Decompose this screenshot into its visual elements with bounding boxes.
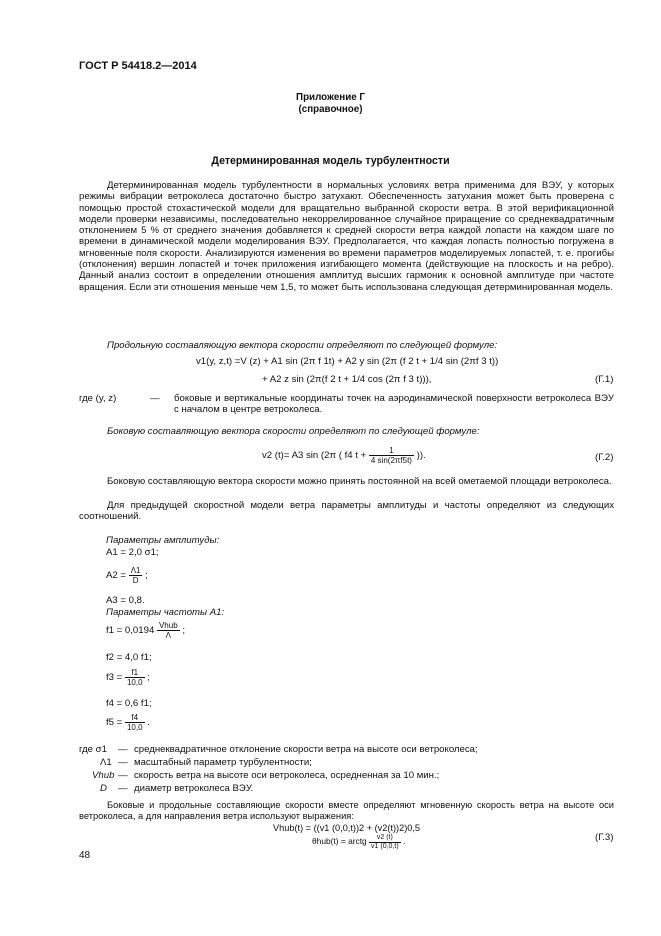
equation-g3-line1: Vhub(t) = ((v1 (0,0,t))2 + (v2(t))2)0,5 <box>273 823 421 833</box>
param-f1-tail: ; <box>182 625 185 637</box>
equation-g1-line1: v1(y, z,t) =V (z) + A1 sin (2π f 1t) + A2 y sin (2π (f 2 t + 1/4 sin (2πf 3 t)) <box>196 356 499 367</box>
amplitude-heading: Параметры амплитуды: <box>106 535 220 546</box>
param-f2: f2 = 4,0 f1; <box>106 652 152 663</box>
param-f5-lhs: f5 = <box>106 717 123 729</box>
equation-g1-line2: + A2 z sin (2π(f 2 t + 1/4 cos (2π f 3 t))), <box>262 374 432 385</box>
param-f1 <box>106 621 185 640</box>
equation-g3-lhs: θhub(t) = arctg <box>312 836 367 847</box>
paragraph-intro: Детерминированная модель турбулентности в нормальных условиях ветра применима для ВЭУ, у которых режимы вибрации ветроколеса достаточно быстро затухают. Обеспеченность затухания может быть проверена с помощью простой стохастической модели для вращательно выбранной скорости ветра. В этой верификационной модели проверки независимы, последовательно некоррелированное случайное приращение со среднеквадратичным отклонением 5 % от среднего значения добавляется к средней скорости ветра каждой лопасти на каждом шаге по времени в динамической модели моделирования ВЭУ. Предполагается, что каждая лопасть полностью погружена в мгновенные поля скорости. Анализируются изменения во времени параметров моделируемых лопастей, т. е. прогибы (отклонения) вершин лопастей и точек приложения изгибающего момента (действующие на плоскость и на ребро). Данный анализ состоит в определении отношения амплитуд высших гармоник к основной амплитуде при частоте вращения. Если эти отношения меньше чем 1,5, то может быть использована следующая детерминированная модель. <box>79 180 614 293</box>
param-f3-tail: ; <box>147 672 150 684</box>
where2-term-3: D <box>100 783 107 794</box>
param-f3-den: 10,0 <box>126 678 143 687</box>
equation-g2-lhs: v2 (t)= A3 sin (2π ( f4 t + <box>262 450 367 462</box>
equation-g2-tail: )). <box>416 450 426 462</box>
param-a3: A3 = 0,8. <box>106 595 145 606</box>
param-a2-den: D <box>132 576 139 585</box>
where2-dash-3: — <box>118 783 128 794</box>
equation-g2 <box>262 446 426 465</box>
equation-g3-num: v2 (t) <box>369 834 401 843</box>
param-f1-fraction <box>157 621 180 640</box>
where2-dash-2: — <box>118 770 128 781</box>
where-term: где (y, z) <box>79 393 117 404</box>
where2-term-2: Vhub <box>92 770 115 781</box>
equation-g3-label: (Г.3) <box>595 832 614 843</box>
equation-g2-numerator: 1 <box>369 446 414 456</box>
equation-g3-fraction <box>369 834 401 850</box>
param-a2-tail: ; <box>145 570 148 582</box>
paragraph-relations: Для предыдущей скоростной модели ветра параметры амплитуды и частоты определяют из следующих соотношений. <box>79 500 614 523</box>
equation-g3-line2 <box>312 834 405 850</box>
where2-text-2: скорость ветра на высоте оси ветроколеса, осредненная за 10 мин.; <box>134 770 440 781</box>
equation-g3-den: v1 (0,0,t) <box>371 842 399 850</box>
paragraph-longitudinal: Продольную составляющую вектора скорости определяют по следующей формуле: <box>107 340 498 351</box>
paragraph-lateral: Боковую составляющую вектора скорости определяют по следующей формуле: <box>107 426 480 437</box>
param-f5-num: f4 <box>125 713 145 723</box>
paragraph-lateral-constant: Боковую составляющую вектора скорости можно принять постоянной на всей ометаемой площади ветроколеса. <box>107 476 612 487</box>
param-f3-num: f1 <box>125 668 145 678</box>
param-f1-den: Λ <box>165 631 171 640</box>
document-header: ГОСТ Р 54418.2—2014 <box>79 60 197 72</box>
where2-dash-1: — <box>118 757 128 768</box>
where2-dash-0: — <box>118 744 128 755</box>
param-f5 <box>106 713 150 732</box>
appendix-title: Приложение Г <box>296 92 365 103</box>
param-f1-num: Vhub <box>158 621 178 630</box>
frequency-heading: Параметры частоты A1: <box>106 607 225 618</box>
equation-g3-tail: . <box>402 836 406 847</box>
param-a1: A1 = 2,0 σ1; <box>106 547 159 558</box>
section-title: Детерминированная модель турбулентности <box>211 155 450 167</box>
equation-g1-label: (Г.1) <box>595 374 614 385</box>
param-f3-fraction <box>125 668 145 687</box>
where2-term-1: Λ1 <box>100 757 112 768</box>
param-a2-lhs: A2 = <box>106 570 127 582</box>
param-a2 <box>106 566 148 585</box>
param-f1-lhs: f1 = 0,0194 <box>106 625 155 637</box>
where2-term-0: где σ1 <box>79 744 107 755</box>
equation-g2-denominator: 4 sin(2πf5t) <box>370 456 412 465</box>
param-f5-tail: . <box>147 717 150 729</box>
param-a2-num: Λ1 <box>130 566 141 575</box>
where2-text-3: диаметр ветроколеса ВЭУ. <box>134 783 254 794</box>
where-dash: — <box>150 393 160 404</box>
param-f3 <box>106 668 150 687</box>
paragraph-direction: Боковые и продольные составляющие скорости вместе определяют мгновенную скорость ветра на высоте оси ветроколеса, а для направления ветра используют выражения: <box>79 800 614 821</box>
page-number: 48 <box>79 850 91 861</box>
equation-g2-label: (Г.2) <box>595 452 614 463</box>
equation-g2-fraction <box>369 446 414 465</box>
where-definition: боковые и вертикальные координаты точек на аэродинамической поверхности ветроколеса ВЭУ с началом в центре ветроколеса. <box>174 393 614 416</box>
where2-text-0: среднеквадратичное отклонение скорости ветра на высоте оси ветроколеса; <box>134 744 478 755</box>
appendix-subtitle: (справочное) <box>298 104 363 115</box>
where2-text-1: масштабный параметр турбулентности; <box>134 757 312 768</box>
param-f4: f4 = 0,6 f1; <box>106 698 152 709</box>
param-f5-fraction <box>125 713 145 732</box>
param-f5-den: 10,0 <box>126 723 143 732</box>
param-f3-lhs: f3 = <box>106 672 123 684</box>
param-a2-fraction <box>129 566 143 585</box>
